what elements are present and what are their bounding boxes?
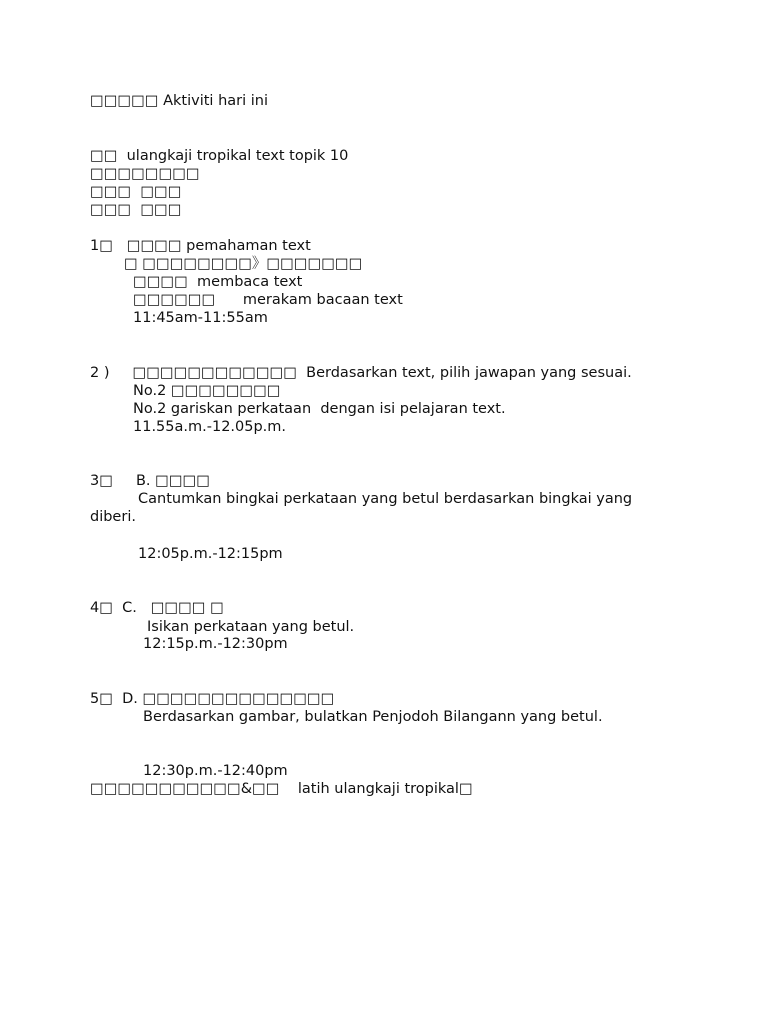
section5-time: 12:30p.m.-12:40pm — [143, 763, 288, 779]
section3-heading: 3□ B. □□□□ — [90, 473, 210, 489]
section1-line3: □□□□□□ merakam bacaan text — [133, 292, 403, 308]
document-title: □□□□□ Aktiviti hari ini — [90, 93, 268, 109]
section3-body: Cantumkan bingkai perkataan yang betul berdasarkan bingkai yang diberi. — [90, 491, 633, 525]
header-line-3: □□□ □□□ — [90, 184, 182, 200]
section3-time: 12:05p.m.-12:15pm — [138, 546, 283, 562]
header-line-2: □□□□□□□□ — [90, 166, 200, 182]
header-line-1: □□ ulangkaji tropikal text topik 10 — [90, 148, 349, 164]
section5-heading: 5□ D. □□□□□□□□□□□□□□ — [90, 691, 335, 707]
section2-line1: No.2 □□□□□□□□ — [133, 383, 281, 399]
section1-line1: □ □□□□□□□□》□□□□□□□ — [124, 256, 363, 272]
section2-heading: 2 ) □□□□□□□□□□□□ Berdasarkan text, pilih jawapan yang sesuai. — [90, 365, 632, 381]
section1-heading: 1□ □□□□ pemahaman text — [90, 238, 311, 254]
section4-time: 12:15p.m.-12:30pm — [143, 636, 288, 652]
header-line-4: □□□ □□□ — [90, 202, 182, 218]
section2-line2: No.2 gariskan perkataan dengan isi pelajaran text. — [133, 401, 506, 417]
section5-footer: □□□□□□□□□□□&□□ latih ulangkaji tropikal□ — [90, 781, 473, 797]
section4-body: Isikan perkataan yang betul. — [147, 619, 355, 635]
section5-body: Berdasarkan gambar, bulatkan Penjodoh Bilangann yang betul. — [143, 709, 603, 725]
section4-heading: 4□ C. □□□□ □ — [90, 600, 224, 616]
section2-time: 11.55a.m.-12.05p.m. — [133, 419, 287, 435]
section1-line2: □□□□ membaca text — [133, 274, 303, 290]
section1-time: 11:45am-11:55am — [133, 310, 268, 326]
